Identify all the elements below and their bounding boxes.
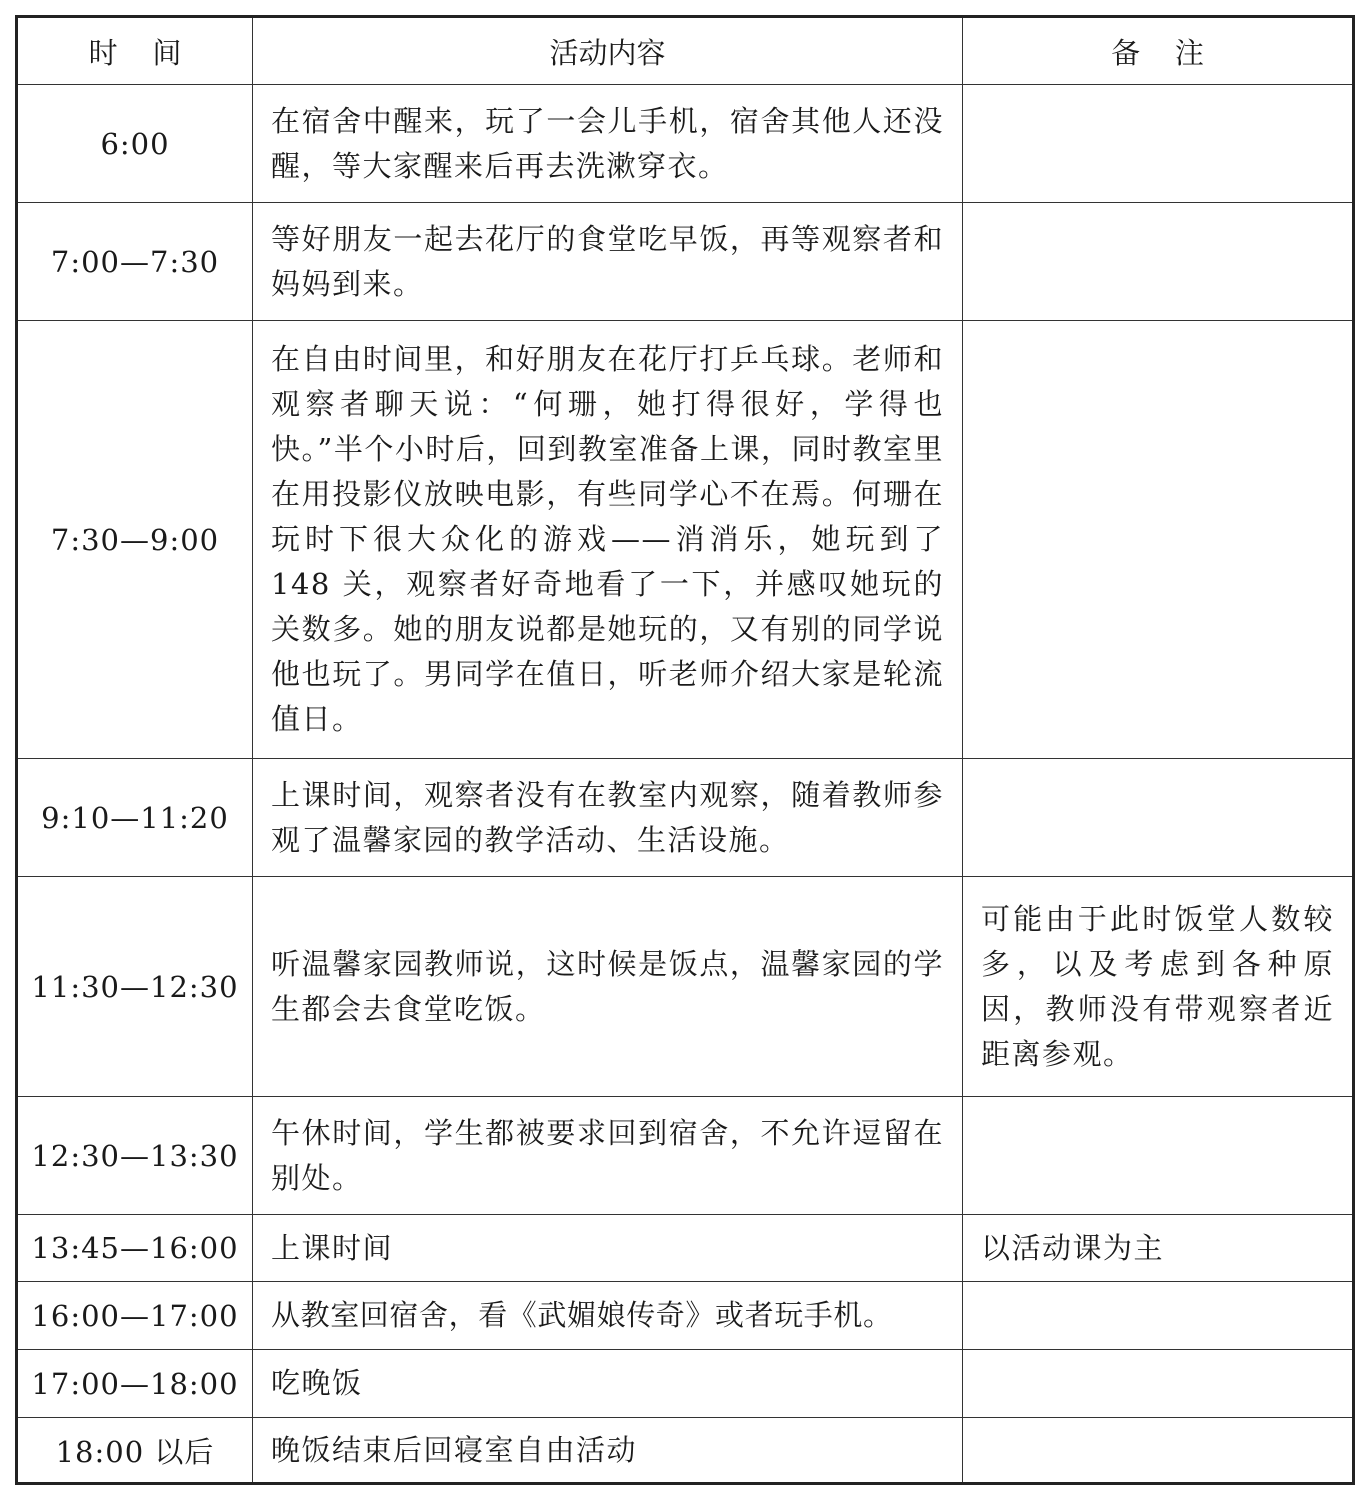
note-cell — [963, 1418, 1354, 1484]
table-row — [17, 85, 1354, 203]
table-row — [17, 1097, 1354, 1215]
time-cell: 6:00 — [17, 85, 253, 203]
time-cell: 18:00 以后 — [17, 1418, 253, 1484]
table-row — [17, 1215, 1354, 1282]
note-cell — [963, 321, 1354, 759]
table-row — [17, 1418, 1354, 1484]
activity-cell: 从教室回宿舍，看《武媚娘传奇》或者玩手机。 — [253, 1282, 963, 1350]
activity-cell: 午休时间，学生都被要求回到宿舍，不允许逗留在别处。 — [253, 1097, 963, 1215]
note-cell — [963, 203, 1354, 321]
activity-cell: 上课时间，观察者没有在教室内观察，随着教师参观了温馨家园的教学活动、生活设施。 — [253, 759, 963, 877]
time-cell: 12:30—13:30 — [17, 1097, 253, 1215]
activity-cell: 上课时间 — [253, 1215, 963, 1282]
note-cell — [963, 1097, 1354, 1215]
activity-cell: 吃晚饭 — [253, 1350, 963, 1418]
time-cell: 11:30—12:30 — [17, 877, 253, 1097]
time-cell: 13:45—16:00 — [17, 1215, 253, 1282]
note-cell: 可能由于此时饭堂人数较多，以及考虑到各种原因，教师没有带观察者近距离参观。 — [963, 877, 1354, 1097]
note-cell — [963, 1350, 1354, 1418]
activity-cell: 等好朋友一起去花厅的食堂吃早饭，再等观察者和妈妈到来。 — [253, 203, 963, 321]
note-cell — [963, 1282, 1354, 1350]
table-row — [17, 1350, 1354, 1418]
activity-cell: 在宿舍中醒来，玩了一会儿手机，宿舍其他人还没醒，等大家醒来后再去洗漱穿衣。 — [253, 85, 963, 203]
time-cell: 16:00—17:00 — [17, 1282, 253, 1350]
table-row — [17, 877, 1354, 1097]
activity-cell: 听温馨家园教师说，这时候是饭点，温馨家园的学生都会去食堂吃饭。 — [253, 877, 963, 1097]
time-cell: 9:10—11:20 — [17, 759, 253, 877]
header-note: 备注 — [963, 17, 1354, 85]
table-row — [17, 321, 1354, 759]
header-activity: 活动内容 — [253, 17, 963, 85]
header-time: 时间 — [17, 17, 253, 85]
table-header-row — [17, 17, 1354, 85]
time-cell: 7:00—7:30 — [17, 203, 253, 321]
table-row — [17, 1282, 1354, 1350]
note-cell — [963, 85, 1354, 203]
note-cell — [963, 759, 1354, 877]
schedule-table — [15, 15, 1355, 1485]
table-row — [17, 203, 1354, 321]
activity-cell: 晚饭结束后回寝室自由活动 — [253, 1418, 963, 1484]
time-cell: 7:30—9:00 — [17, 321, 253, 759]
table-row — [17, 759, 1354, 877]
activity-cell: 在自由时间里，和好朋友在花厅打乒乓球。老师和观察者聊天说：“何珊，她打得很好，学得也快。”半个小时后，回到教室准备上课，同时教室里在用投影仪放映电影，有些同学心不在焉。何珊在玩时下很大众化的游戏——消消乐，她玩到了 148 关，观察者好奇地看了一下，并感叹她玩的关数多。她的朋友说都是她玩的，又有别的同学说他也玩了。男同学在值日，听老师介绍大家是轮流值日。 — [253, 321, 963, 759]
time-cell: 17:00—18:00 — [17, 1350, 253, 1418]
note-cell: 以活动课为主 — [963, 1215, 1354, 1282]
